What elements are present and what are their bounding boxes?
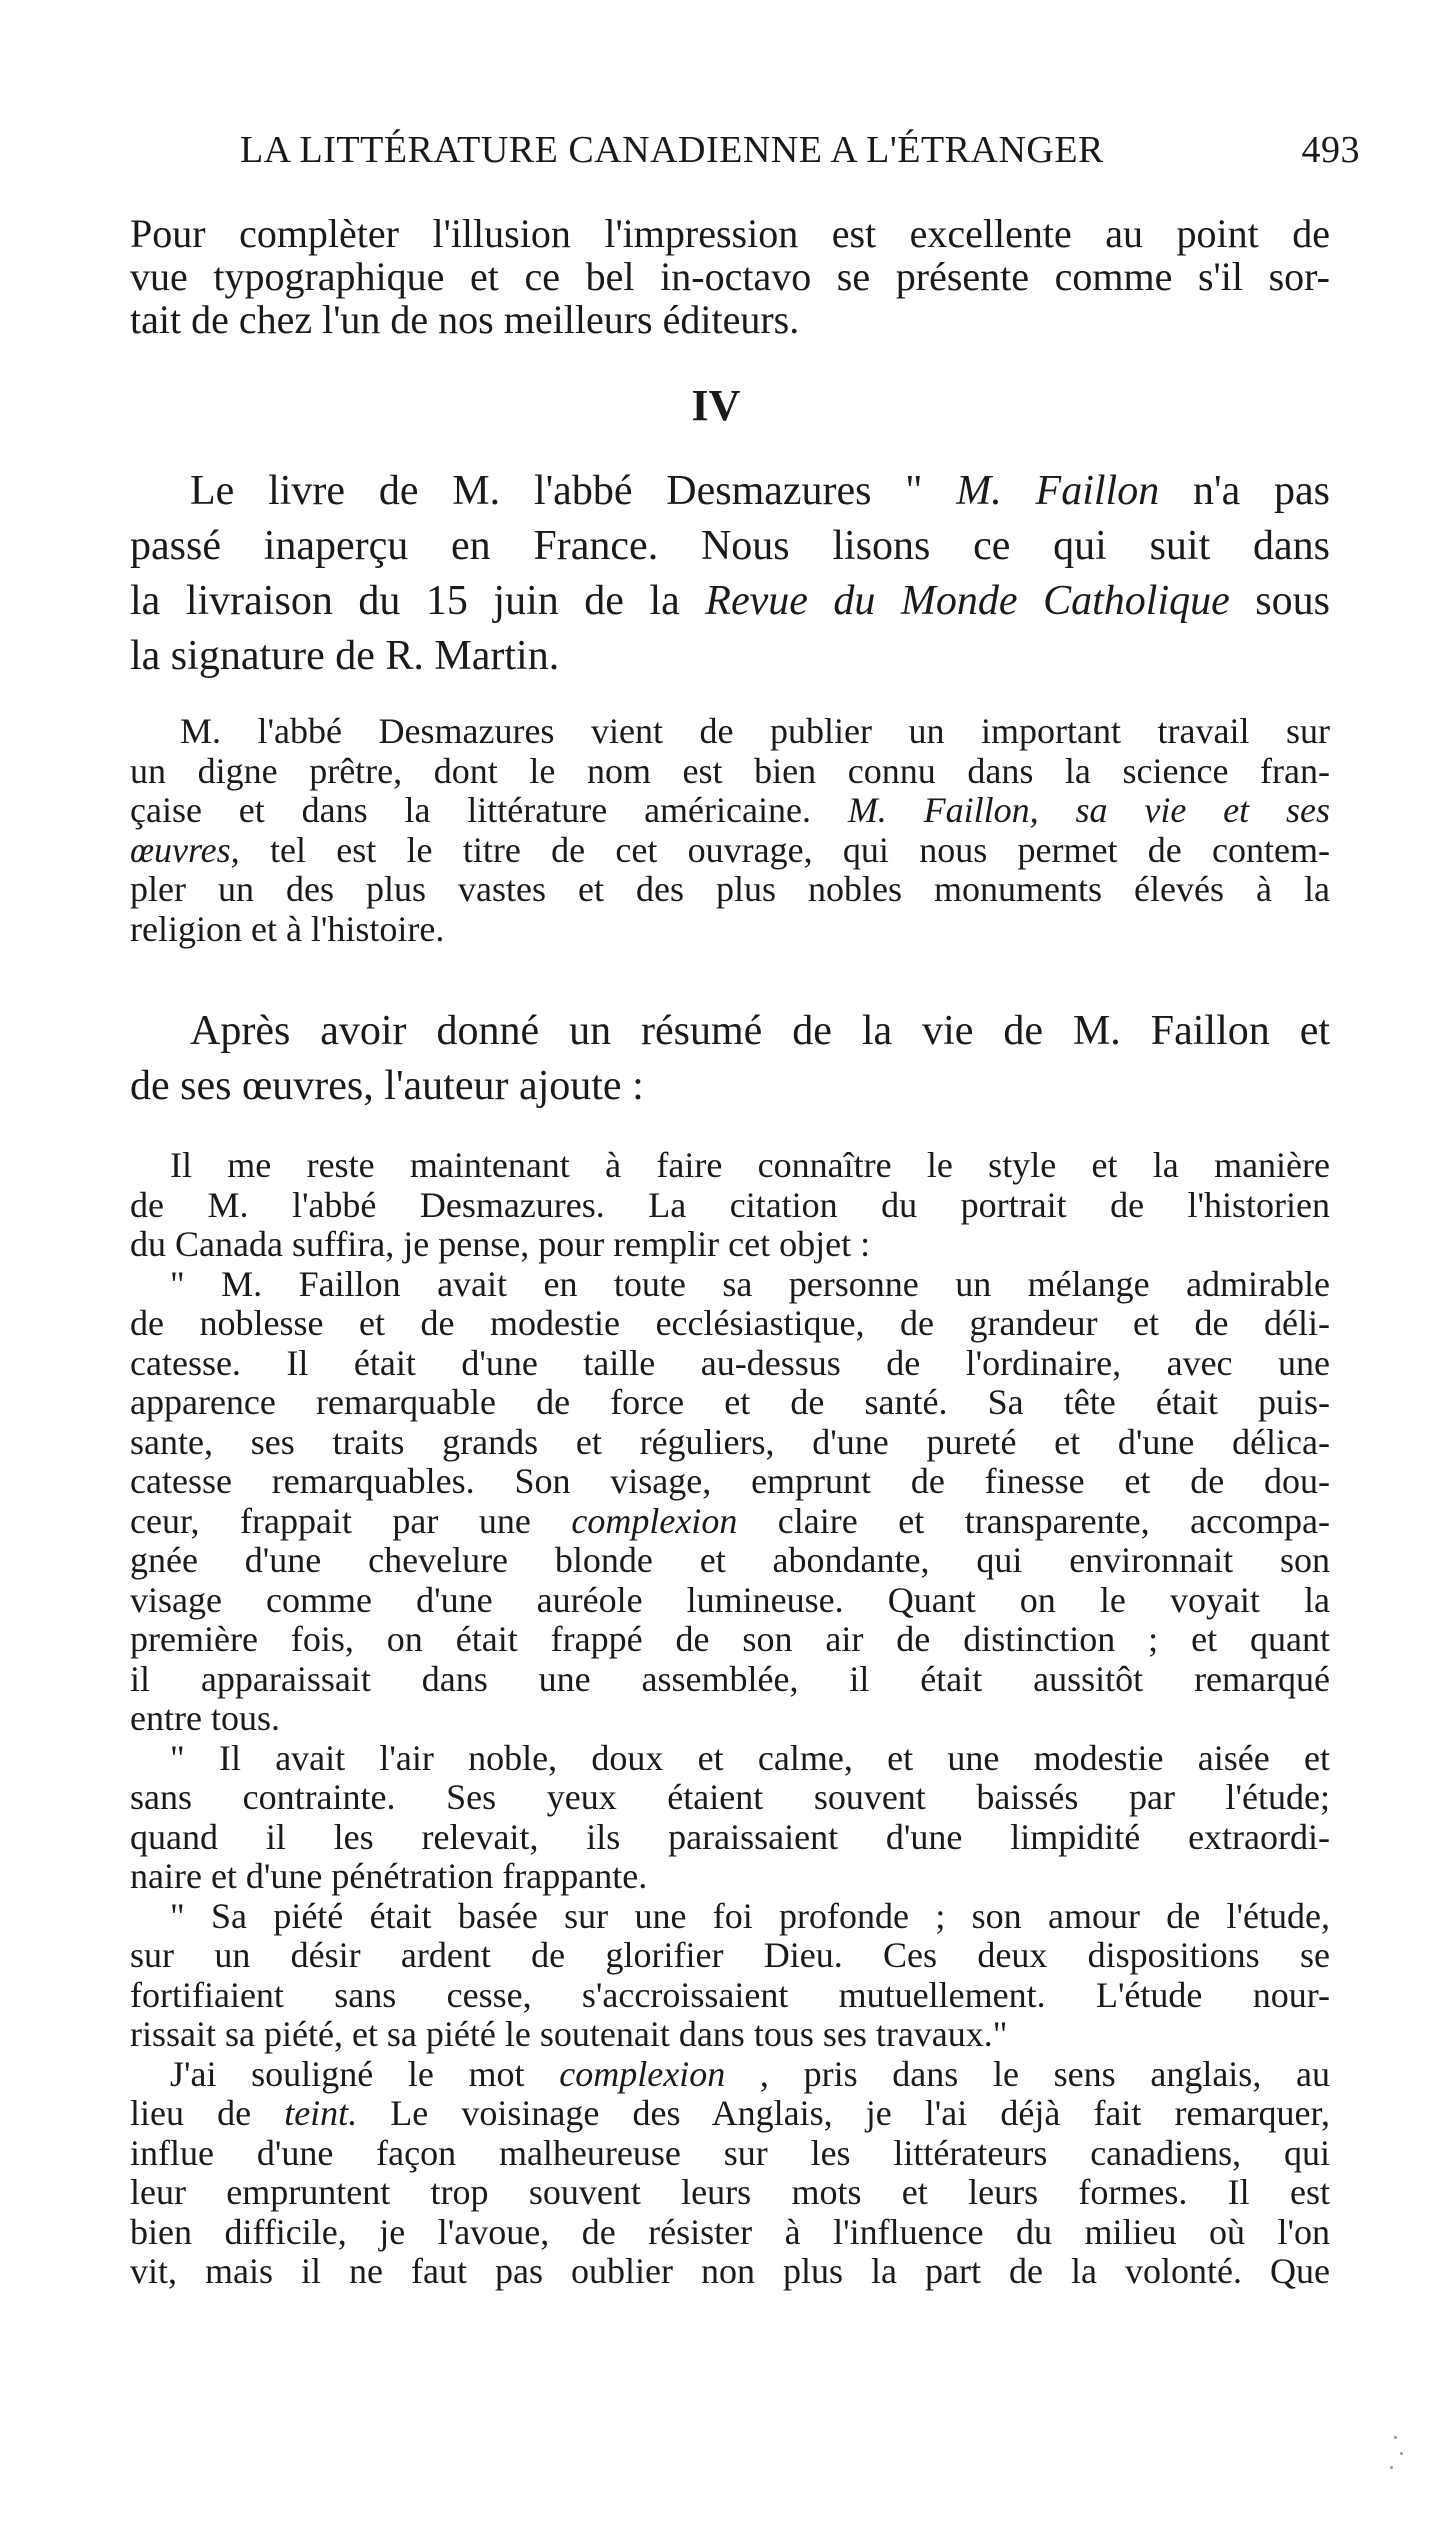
text-run: la livraison du 15 juin de la (130, 578, 706, 624)
text-line (130, 574, 1330, 629)
text-line: Il me reste maintenant à faire connaître le style et la manière (170, 1145, 1330, 1185)
text-line: première fois, on était frappé de son air de distinction ; et quant (130, 1619, 1330, 1659)
text-line: leur empruntent trop souvent leurs mots et leurs formes. Il est (130, 2172, 1330, 2212)
text-line: passé inaperçu en France. Nous lisons ce qui suit dans (130, 523, 1330, 569)
italic-title: M. Faillon, sa vie et ses (847, 790, 1330, 830)
text-run: sous (1229, 578, 1330, 624)
text-line: de noblesse et de modestie ecclésiastique, de grandeur et de déli- (130, 1303, 1330, 1343)
text-line: religion et à l'histoire. (130, 908, 445, 949)
text-line: vit, mais il ne faut pas oublier non plus la part de la volonté. Que (130, 2251, 1330, 2291)
text-run: , pris dans le sens anglais, au (725, 2053, 1330, 2094)
text-line: entre tous. (130, 1698, 280, 1738)
text-line: fortifiaient sans cesse, s'accroissaient mutuellement. L'étude nour- (130, 1974, 1330, 2015)
text-line: bien difficile, je l'avoue, de résister à l'influence du milieu où l'on (130, 2211, 1330, 2252)
text-line: Après avoir donné un résumé de la vie de M. Faillon et (190, 1008, 1330, 1054)
text-line: gnée d'une chevelure blonde et abondante, qui environnait son (130, 1540, 1330, 1580)
scan-speck (1400, 2452, 1403, 2455)
paragraph-intro (130, 212, 1330, 341)
text-line: rissait sa piété, et sa piété le soutenait dans tous ses travaux." (130, 2014, 1008, 2054)
paragraph-book-review (130, 464, 1330, 684)
text-line: du Canada suffira, je pense, pour remplir cet objet : (130, 1224, 871, 1264)
text-line: " Il avait l'air noble, doux et calme, et une modestie aisée et (170, 1737, 1330, 1778)
text-line: visage comme d'une auréole lumineuse. Quant on le voyait la (130, 1579, 1330, 1620)
text-run: Le livre de M. l'abbé Desmazures " (190, 468, 957, 514)
text-line: catesse. Il était d'une taille au-dessus de l'ordinaire, avec une (130, 1342, 1330, 1383)
text-run: tel est le titre de cet ouvrage, qui nous permet de contem- (239, 829, 1330, 870)
text-line (130, 2094, 1330, 2134)
text-line: sur un désir ardent de glorifier Dieu. Ces deux dispositions se (130, 1935, 1330, 1975)
text-line: tait de chez l'un de nos meilleurs éditeurs. (130, 297, 800, 342)
italic-title: Revue du Monde Catholique (705, 578, 1230, 624)
page-number: 493 (1301, 129, 1360, 171)
scan-speck (1390, 2466, 1393, 2469)
text-line: sans contrainte. Ses yeux étaient souvent baissés par l'étude; (130, 1777, 1330, 1817)
text-run: ceur, frappait par une (130, 1500, 572, 1541)
text-line: sante, ses traits grands et réguliers, d'une pureté et d'une délica- (130, 1421, 1330, 1462)
text-run: J'ai souligné le mot (170, 2053, 560, 2094)
italic-title: œuvres, (130, 829, 240, 870)
text-line (130, 791, 1330, 831)
text-line: catesse remarquables. Son visage, emprunt de finesse et de dou- (130, 1461, 1330, 1501)
text-line: apparence remarquable de force et de santé. Sa tête était puis- (130, 1382, 1330, 1422)
text-line (130, 464, 1330, 519)
italic-word: complexion (571, 1500, 738, 1541)
text-line (130, 2055, 1330, 2095)
text-line: " Sa piété était basée sur une foi profonde ; son amour de l'étude, (170, 1895, 1330, 1936)
text-line: de M. l'abbé Desmazures. La citation du portrait de l'historien (130, 1184, 1330, 1225)
paragraph-author-adds (130, 1004, 1330, 1114)
text-run: çaise et dans la littérature américaine. (130, 790, 848, 830)
running-head (240, 128, 1360, 178)
text-line: de ses œuvres, l'auteur ajoute : (130, 1063, 644, 1109)
text-line: " M. Faillon avait en toute sa personne un mélange admirable (170, 1263, 1330, 1304)
text-line: influe d'une façon malheureuse sur les littérateurs canadiens, qui (130, 2132, 1330, 2173)
section-heading: IV (691, 381, 741, 430)
text-run: claire et transparente, accompa- (737, 1500, 1331, 1541)
quoted-portrait (130, 1146, 1330, 2292)
text-run: lieu de (130, 2093, 285, 2133)
italic-word: complexion (559, 2053, 726, 2094)
text-run: n'a pas (1159, 468, 1330, 514)
text-line (130, 1502, 1330, 1542)
italic-word: teint. (284, 2093, 358, 2133)
text-run: Le voisinage des Anglais, je l'ai déjà fait remarquer, (357, 2093, 1330, 2133)
running-title: LA LITTÉRATURE CANADIENNE A L'ÉTRANGER (240, 129, 1104, 171)
italic-title: M. Faillon (956, 468, 1160, 514)
text-line: un digne prêtre, dont le nom est bien connu dans la science fran- (130, 750, 1330, 791)
text-line: la signature de R. Martin. (130, 633, 560, 679)
text-line: naire et d'une pénétration frappante. (130, 1856, 648, 1896)
text-line: il apparaissait dans une assemblée, il était aussitôt remarqué (130, 1658, 1330, 1699)
text-line (130, 831, 1330, 871)
text-line: Pour complèter l'illusion l'impression est excellente au point de (130, 211, 1330, 256)
text-line: vue typographique et ce bel in-octavo se présente comme s'il sor- (130, 254, 1330, 299)
text-line: pler un des plus vastes et des plus nobles monuments élevés à la (130, 869, 1330, 909)
text-line: quand il les relevait, ils paraissaient d'une limpidité extraordi- (130, 1816, 1330, 1857)
scan-speck (1394, 2436, 1397, 2439)
text-line: M. l'abbé Desmazures vient de publier un important travail sur (180, 711, 1330, 751)
quoted-review (130, 712, 1330, 949)
